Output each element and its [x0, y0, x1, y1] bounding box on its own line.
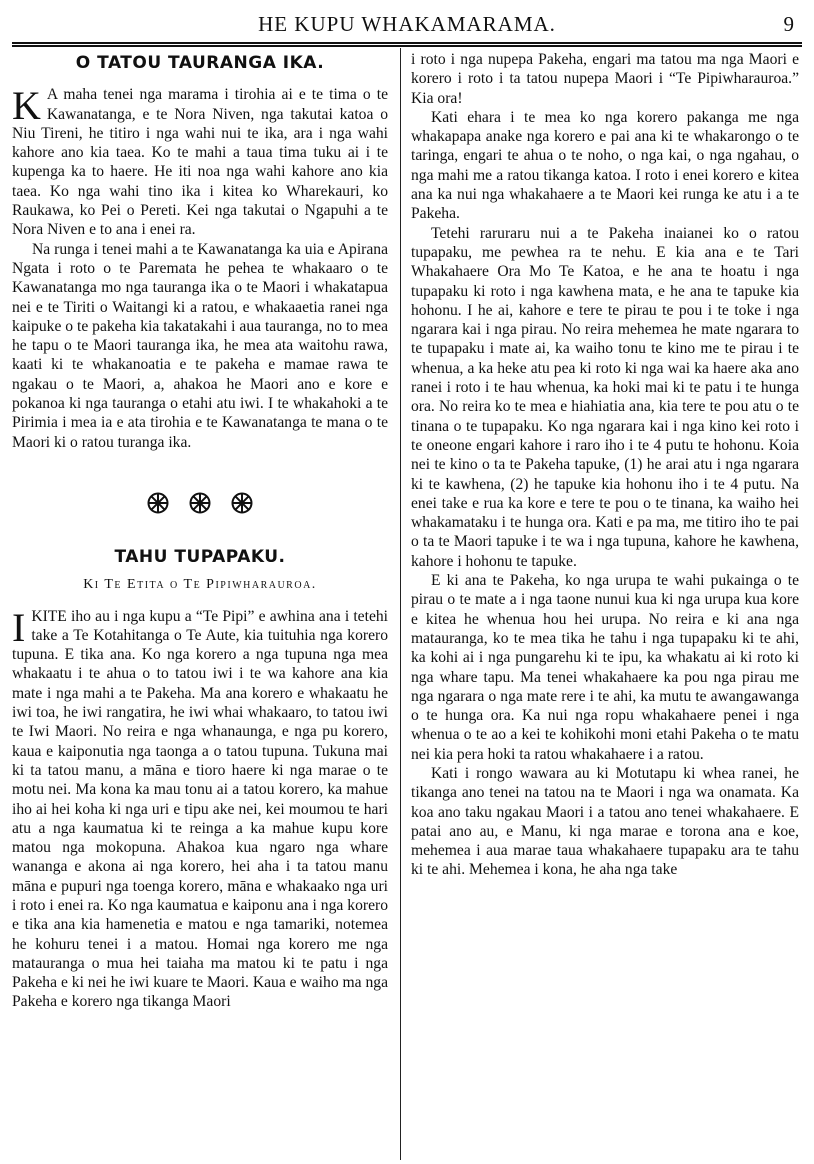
- page-number: 9: [783, 12, 794, 36]
- section-ornament: [12, 492, 388, 514]
- rosette-icon: [147, 492, 169, 514]
- article-paragraph: Tetehi raruraru nui a te Pakeha inaianei ko o ratou tupapaku, me pewhea ra te nehu. E kia ana e te Tari Whakahaere Ora Mo Te Katoa, e he ana te hoatu i nga tupapaku ki roto i nga kawhena mata, e he ana te tapuke kia hohonu. I he ai, kahore e tere te pirau te pou i te toke i nga ngarara kai i nga pirau. No reira mehemea he mate ngarara to te tupapaku i mate ai, ka waiho tonu te kino me te pirau i te whenua, a ka heke atu pea ki roto ki nga wai ka haere aka ano ranei i roto i te hau whenua, ka hoki mai ki te patu i te hunga ora. No reira ko te mea e hiahiatia ana, kia tere te pou atu o te tinana o te tupapaku. Ko nga ngarara kai i nga kino kei roto i te oneone engari kahore i raro iho i te 4 putu te hohonu. Koia nei te kino o ta te Pakeha tapuke, (1) he arai atu i nga ngarara ki te kawhena, (2) he tapuke kia hohonu iho i te 4 putu. Na enei take e rua ka kore e tere te pou o te tinana, ka waiho hei whakamataku i te hunga ora. Kati e pa ma, me titiro iho te pai o ta te Maori tapuke i te wa i nga tupuna, kahore he kawhena, kahore i hohonu te tapuke.: [411, 224, 799, 570]
- article-paragraph: Kati i rongo wawara au ki Motutapu ki whea ranei, he tikanga ano tenei na tatou na te Maori i nga wa onamata. Ka koa ano taku ngakau Maori i a tatou ano tenei whakahaere. E patai ano au, e Manu, ki nga marae e torona ana e koe, mehemea i aua marae taua whakahaere tupapaku ara te tahu ki te ahi. Mehemea i kona, he aha nga take: [411, 764, 799, 879]
- rosette-icon: [231, 492, 253, 514]
- article-paragraph: Kati ehara i te mea ko nga korero pakanga me nga whakapapa anake nga korero e pai ana ki te whakarongo o te taringa, engari te ahua o te noho, o nga kai, o nga ngahau, o nga mahi me a ratou tikanga katoa. I roto i enei korero e kitea ana ka nui nga whakahaere a te Maori kei runga ke atu i a te Pakeha.: [411, 108, 799, 223]
- article-title: O TATOU TAURANGA IKA.: [75, 53, 325, 73]
- article-paragraph: Na runga i tenei mahi a te Kawanatanga ka uia e Apirana Ngata i roto o te Paremata he pehea te whakaaro o te Kawanatanga mo nga tauranga ika o te Maori i whakatapua nei e te Tiriti o Waitangi ki a ratou, e whakaaetia ranei nga kaipuke o te pakeha kia takatakahi i aua tauranga, no to mea he tapu o te Maori tauranga ika, he mea ata waitohu rawa, kaati ki te whakanoatia e te pakeha e mamae rawa te ngakau o te Maori, a, ahakoa he Maori ano e kore e pokanoa ki nga tauranga o etahi atu iwi. I te whakahoki a te Pirimia i mea ia e ata tirohia e te Kawanatanga te mana o te Maori ki o ratou turanga ika.: [12, 240, 388, 451]
- header-rule: [12, 42, 802, 44]
- left-column: [12, 50, 388, 1160]
- article-paragraph: IKITE iho au i nga kupu a “Te Pipi” e awhina ana i tetehi take a Te Kotahitanga o Te Aute, kia tuituhia nga korero tupuna. E tika ana. Ko nga korero a nga tupuna nga mea whakaatu i te ahua o to tatou iwi i te wa kahore ana kia mate i nga mahi a te Pakeha. Ma ana korero e whakaatu he iwi toa, he iwi rangatira, he iwi whai whakaaro, to tatou iwi te Iwi Maori. No reira e nga whanaunga, e nga pu korero, kaua e kaiponutia nga taonga a o tatou tupuna. Tukuna mai ki ta tatou manu, a māna e tioro haere ki nga marae o te motu nei. Ma kona ka mau tonu ai a tatou korero, ka mahue iho ai hei koha ki nga uri e tipu ake nei, kei moumou te hari atu a nga kaumatua ki te reinga a ka mahue kupu kore matou nga mokopuna. Ahakoa kua ngaro nga whare wananga e akona ai nga korero, hei aha i ta tatou manu māna e pupuri nga toenga korero, māna e whakaako nga uri i roto i enei ra. Ko nga kaumatua e kaiponu ana i nga korero e tika ana kia hamenetia e matou e nga tamariki, notemea he kohuru tenei i a matou. Homai nga korero me nga matauranga o mua hei taiaha ma matou ki te patu i nga Pakeha e ki nei he iwi kuare te Maori. Kaua e waiho ma nga Pakeha e korero nga tikanga Maori: [12, 604, 388, 1011]
- article-paragraph-continued: i roto i nga nupepa Pakeha, engari ma tatou ma nga Maori e korero i roto i ta tatou nupepa Maori i “Te Pipiwharauroa.” Kia ora!: [411, 51, 799, 107]
- column-divider: [400, 48, 401, 1160]
- right-column: [411, 50, 799, 1160]
- running-title: HE KUPU WHAKAMARAMA.: [258, 12, 556, 36]
- article-title: TAHU TUPAPAKU.: [114, 546, 286, 567]
- article-byline: Ki Te Etita o Te Pipiwharauroa.: [83, 577, 317, 593]
- rosette-icon: [189, 492, 211, 514]
- page-header: [14, 8, 800, 38]
- article-paragraph: E ki ana te Pakeha, ko nga urupa te wahi pukainga o te pirau o te mate a i nga taone nunui kua ki nga urupa kua kore e kitea he whenua hou hei urupa. No reira e ki ana nga matauranga, ko te mea tika he tahu i nga tupapaku ki te ahi, ka kohi ai i nga pungarehu ki te ipu, ka whakatu ai ki roto ki nga whare tapu. Ma tenei whakahaere ka pou nga pirau me nga ngarara o nga mate rere i te ahi, ka mutu te awangawanga o te hunga ora. Ka nui nga ropu whakahaere penei i nga whenua o te ao a kei te kohikohi moni etahi Pakeha o te matu nei kia pera hoki ta ratou whakahaere i a ratou.: [411, 572, 799, 763]
- article-paragraph: KA maha tenei nga marama i tirohia ai e te tima o te Kawanatanga, e te Nora Niven, nga takutai katoa o Niu Tireni, he titiro i nga wahi nui te ika, ara i nga wahi kahore ano kia taea. Ko te mahi a taua tima tuku ai i te kupenga ka to haere. He iti noa nga wahi kahore ano kia taea. Ko nga wahi tino ika i kitea ko Wharekauri, ko Raukawa, ko Pei o Pereti. Kei nga takutai o Ngapuhi a te Nora Niven e to ana i enei ra.: [12, 83, 388, 239]
